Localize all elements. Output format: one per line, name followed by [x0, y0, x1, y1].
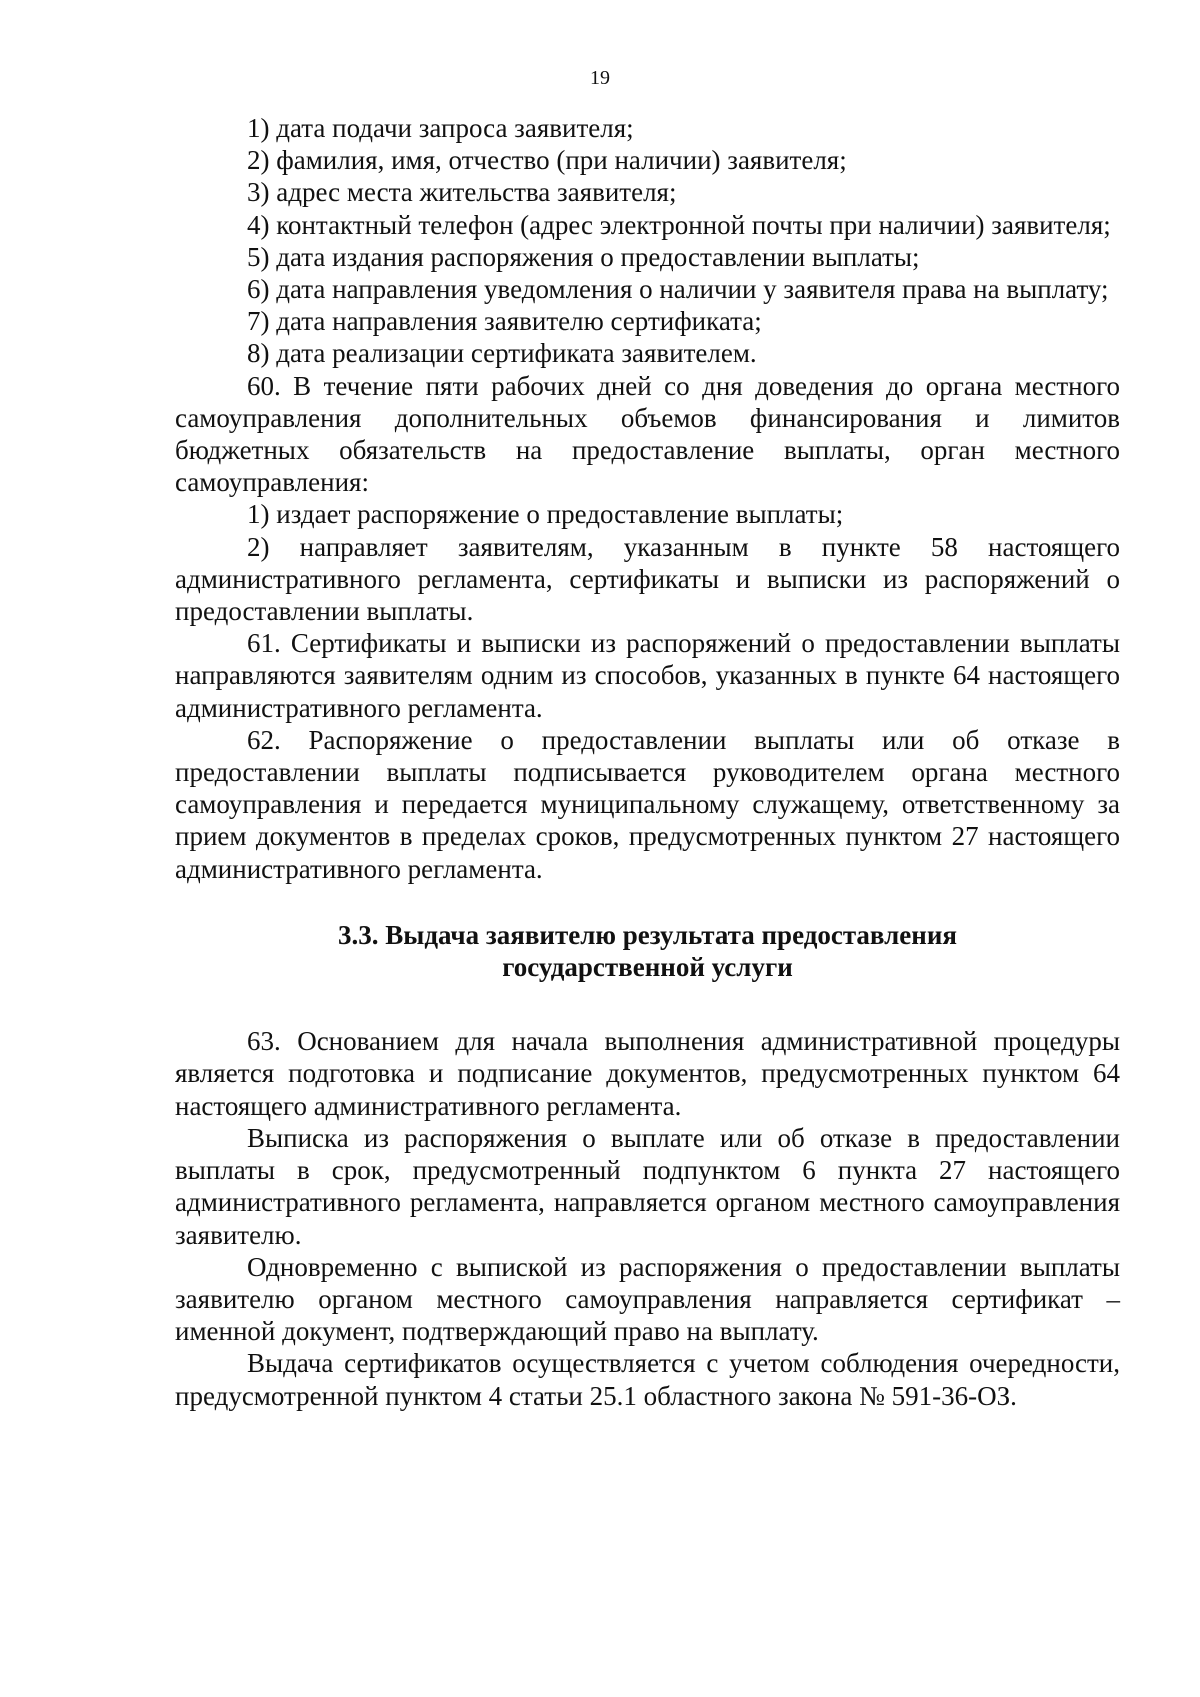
document-body [175, 112, 1120, 1412]
paragraph-clause-63: 63. Основанием для начала выполнения административной процедуры является подготовка и подписание документов, предусмотренных пунктом 64 настоящего административного регламента. [175, 1026, 1120, 1121]
section-heading-line1: 3.3. Выдача заявителю результата предоставления [337, 919, 958, 950]
paragraph-clause-62: 62. Распоряжение о предоставлении выплаты или об отказе в предоставлении выплаты подписывается руководителем органа местного самоуправления и передается муниципальному служащему, ответственному за прием документов в пределах сроков, предусмотренных пунктом 27 настоящего административного регламента. [175, 724, 1120, 884]
paragraph: Выписка из распоряжения о выплате или об отказе в предоставлении выплаты в срок, предусмотренный подпунктом 6 пункта 27 настоящего административного регламента, направляется органом местного самоуправления заявителю. [175, 1122, 1120, 1250]
paragraph-clause-60: 60. В течение пяти рабочих дней со дня доведения до органа местного самоуправления дополнительных объемов финансирования и лимитов бюджетных обязательств на предоставление выплаты, орган местного самоуправления: [175, 370, 1120, 498]
paragraph-list-item: 1) издает распоряжение о предоставление выплаты; [247, 499, 844, 530]
paragraph-list-item: 1) дата подачи запроса заявителя; [247, 113, 634, 143]
paragraph-list-item: 4) контактный телефон (адрес электронной почты при наличии) заявителя; [247, 209, 1111, 240]
page-number: 19 [590, 67, 610, 89]
paragraph-list-item: 6) дата направления уведомления о наличии у заявителя права на выплату; [247, 274, 1109, 305]
paragraph-list-item: 2) направляет заявителям, указанным в пункте 58 настоящего административного регламента, сертификаты и выписки из распоряжений о предоставлении выплаты. [175, 531, 1120, 627]
paragraph-list-item: 7) дата направления заявителю сертификата; [247, 306, 762, 337]
paragraph-list-item: 8) дата реализации сертификата заявителем. [247, 338, 757, 369]
paragraph-clause-61: 61. Сертификаты и выписки из распоряжений о предоставлении выплаты направляются заявителям одним из способов, указанных в пункте 64 настоящего административного регламента. [175, 628, 1120, 723]
section-heading-line2: государственной услуги [502, 952, 793, 983]
paragraph: Одновременно с выпиской из распоряжения о предоставлении выплаты заявителю органом местного самоуправления направляется сертификат – именной документ, подтверждающий право на выплату. [175, 1251, 1120, 1347]
paragraph-list-item: 3) адрес места жительства заявителя; [247, 177, 677, 208]
paragraph-list-item: 5) дата издания распоряжения о предоставлении выплаты; [247, 241, 920, 272]
paragraph-list-item: 2) фамилия, имя, отчество (при наличии) заявителя; [247, 145, 847, 176]
paragraph: Выдача сертификатов осуществляется с учетом соблюдения очередности, предусмотренной пунктом 4 статьи 25.1 областного закона № 591-36-ОЗ. [175, 1348, 1120, 1411]
section-heading [175, 919, 1120, 983]
